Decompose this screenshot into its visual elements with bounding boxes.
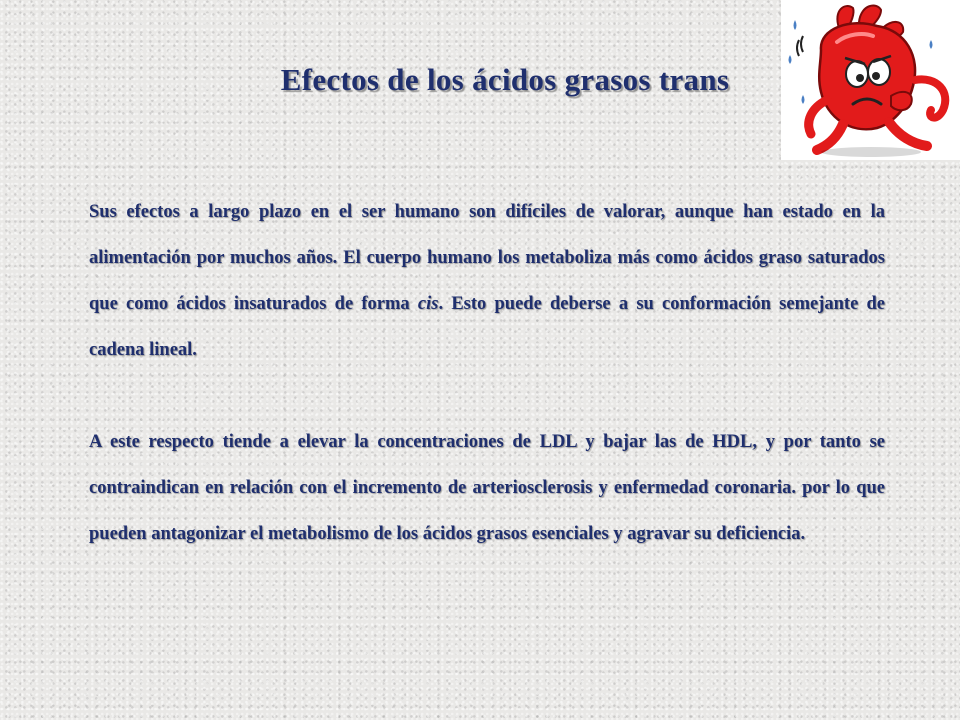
worried-heart-cartoon-icon bbox=[781, 0, 960, 160]
slide-title: Efectos de los ácidos grasos trans bbox=[280, 62, 730, 97]
paragraph-effects-text-end: . Esto puede deberse a su conformación semejante de cadena lineal. bbox=[89, 294, 886, 360]
paragraph-effects-text: Sus efectos a largo plazo en el ser humano son difíciles de valorar, aunque han estado en la alimentación por muchos años. El cuerpo humano los metaboliza más como ácidos graso saturados que como ácidos insaturados de forma bbox=[89, 202, 885, 314]
paragraph-effects-italic: cis bbox=[417, 294, 439, 314]
paragraph-effects bbox=[89, 189, 885, 373]
paragraph-ldl-hdl: A este respecto tiende a elevar la concentraciones de LDL y bajar las de HDL, y por tanto se contraindican en relación con el incremento de arteriosclerosis y enfermedad coronaria. por lo que pueden antagonizar el metabolismo de los ácidos grasos esenciales y agravar su deficiencia. bbox=[89, 432, 885, 544]
